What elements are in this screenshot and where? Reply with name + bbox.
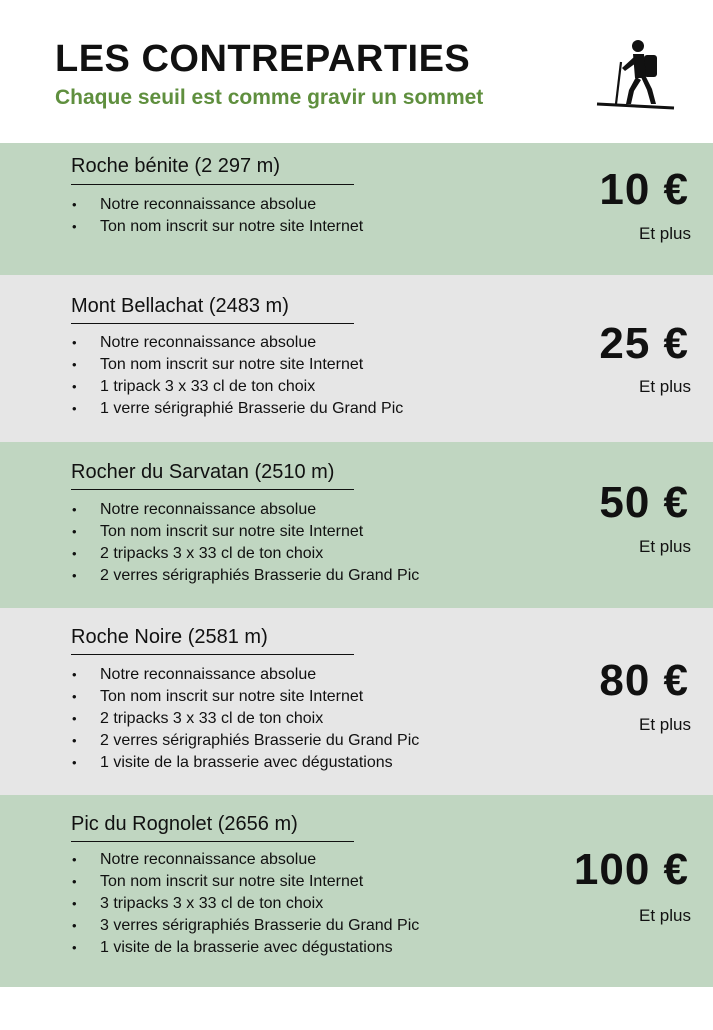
list-item: • 1 visite de la brasserie avec dégustations [71, 752, 419, 774]
list-item: • 2 tripacks 3 x 33 cl de ton choix [71, 543, 419, 565]
list-item: • 3 verres sérigraphiés Brasserie du Grand Pic [71, 915, 419, 937]
tier-mont-bellachat [0, 275, 713, 442]
list-item: • Ton nom inscrit sur notre site Internet [71, 216, 363, 238]
tier-roche-benite [0, 143, 713, 275]
bullet-icon: • [72, 401, 77, 416]
header [0, 0, 713, 143]
bullet-icon: • [72, 379, 77, 394]
tier-title: Roche Noire (2581 m) [71, 626, 268, 648]
tier-title: Rocher du Sarvatan (2510 m) [71, 461, 335, 483]
list-item: • 2 verres sérigraphiés Brasserie du Grand Pic [71, 565, 419, 587]
list-item: • Ton nom inscrit sur notre site Internet [71, 354, 403, 376]
tier-price-note: Et plus [639, 377, 691, 396]
tier-roche-noire [0, 608, 713, 795]
bullet-icon: • [72, 357, 77, 372]
perk-list [71, 499, 419, 587]
bullet-icon: • [72, 755, 77, 770]
perk-list [71, 194, 363, 238]
list-item: • Notre reconnaissance absolue [71, 332, 403, 354]
title-underline [71, 654, 354, 655]
bullet-icon: • [72, 502, 77, 517]
tier-price: 100 € [573, 845, 689, 894]
tier-price-note: Et plus [639, 906, 691, 925]
tier-title: Mont Bellachat (2483 m) [71, 295, 289, 317]
bullet-icon: • [72, 689, 77, 704]
title-underline [71, 489, 354, 490]
title-underline [71, 841, 354, 842]
list-item: • 1 visite de la brasserie avec dégustations [71, 937, 419, 959]
tier-title: Pic du Rognolet (2656 m) [71, 813, 298, 835]
list-item: • Notre reconnaissance absolue [71, 849, 419, 871]
tier-price: 25 € [599, 319, 689, 368]
tier-price: 80 € [599, 656, 689, 705]
perk-list [71, 849, 419, 959]
perk-list [71, 664, 419, 774]
bullet-icon: • [72, 940, 77, 955]
bullet-icon: • [72, 852, 77, 867]
tier-price-note: Et plus [639, 537, 691, 556]
bullet-icon: • [72, 546, 77, 561]
bullet-icon: • [72, 568, 77, 583]
bullet-icon: • [72, 711, 77, 726]
list-item: • Ton nom inscrit sur notre site Internet [71, 521, 419, 543]
bullet-icon: • [72, 896, 77, 911]
page-subtitle: Chaque seuil est comme gravir un sommet [55, 86, 484, 109]
list-item: • 2 verres sérigraphiés Brasserie du Grand Pic [71, 730, 419, 752]
bullet-icon: • [72, 918, 77, 933]
list-item: • 1 tripack 3 x 33 cl de ton choix [71, 376, 403, 398]
tier-price: 10 € [599, 165, 689, 214]
bullet-icon: • [72, 335, 77, 350]
bullet-icon: • [72, 197, 77, 212]
title-underline [71, 184, 354, 185]
tier-title: Roche bénite (2 297 m) [71, 155, 281, 177]
list-item: • Notre reconnaissance absolue [71, 664, 419, 686]
tier-price: 50 € [599, 478, 689, 527]
tier-price-note: Et plus [639, 224, 691, 243]
bullet-icon: • [72, 733, 77, 748]
tier-price-note: Et plus [639, 715, 691, 734]
bullet-icon: • [72, 667, 77, 682]
hiker-icon [594, 38, 676, 110]
list-item: • Ton nom inscrit sur notre site Internet [71, 686, 419, 708]
list-item: • 3 tripacks 3 x 33 cl de ton choix [71, 893, 419, 915]
list-item: • Notre reconnaissance absolue [71, 194, 363, 216]
tier-pic-du-rognolet [0, 795, 713, 987]
page-title: LES CONTREPARTIES [55, 38, 471, 80]
list-item: • Ton nom inscrit sur notre site Internet [71, 871, 419, 893]
list-item: • Notre reconnaissance absolue [71, 499, 419, 521]
bullet-icon: • [72, 524, 77, 539]
bullet-icon: • [72, 874, 77, 889]
bullet-icon: • [72, 219, 77, 234]
title-underline [71, 323, 354, 324]
list-item: • 2 tripacks 3 x 33 cl de ton choix [71, 708, 419, 730]
tier-rocher-du-sarvatan [0, 442, 713, 608]
list-item: • 1 verre sérigraphié Brasserie du Grand Pic [71, 398, 403, 420]
perk-list [71, 332, 403, 420]
